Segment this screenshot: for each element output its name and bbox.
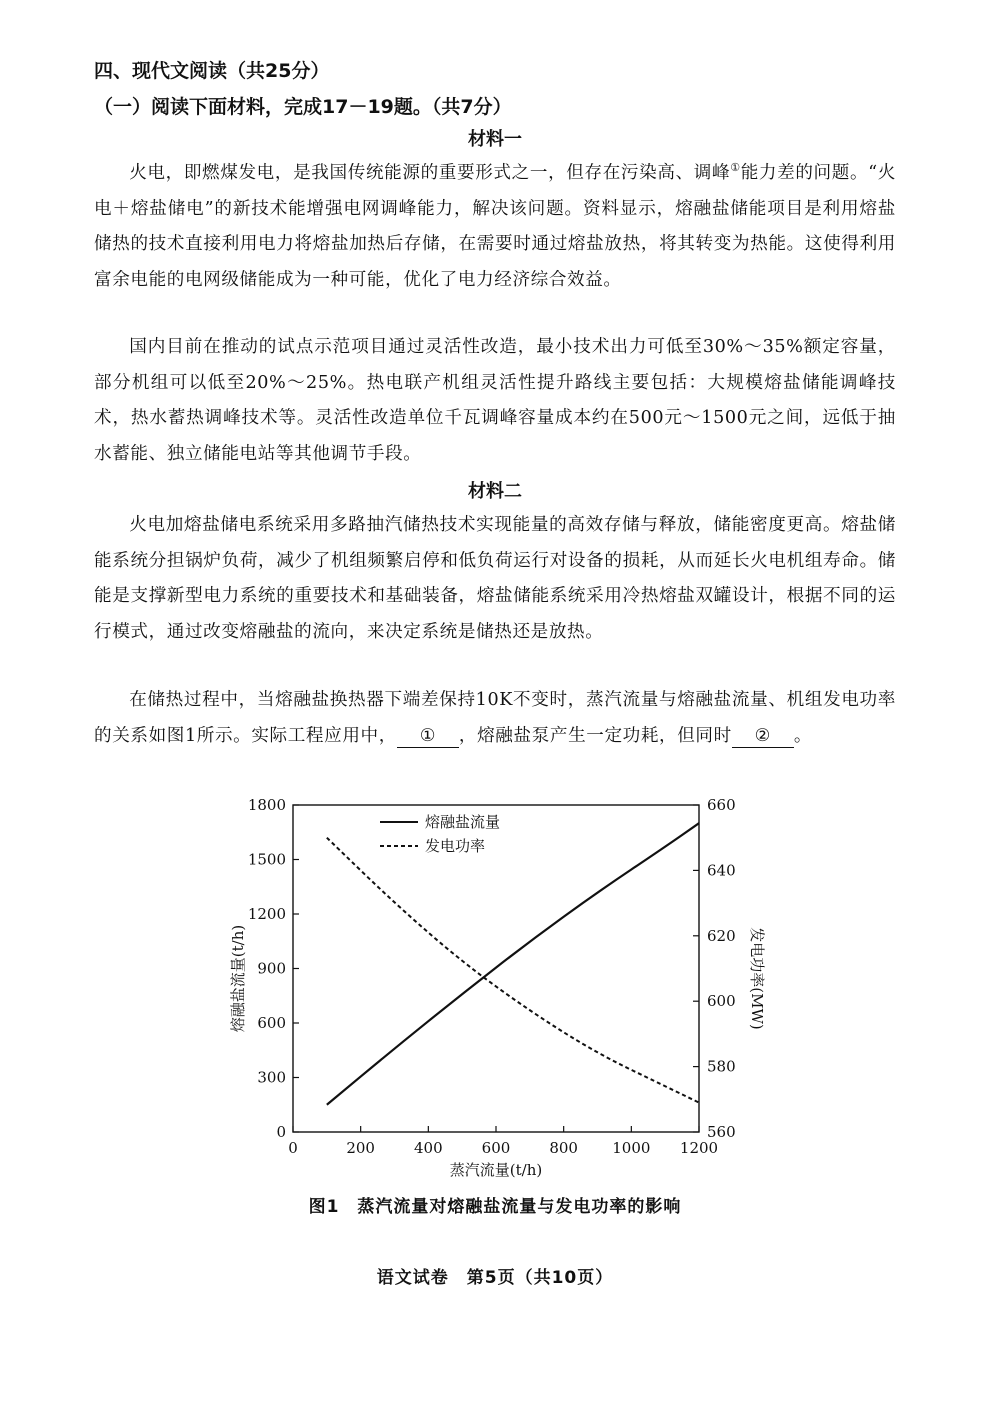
x-tick-label: 200: [346, 1139, 375, 1157]
series-line-molten-salt-flow: [327, 823, 699, 1105]
y-left-tick-label: 0: [276, 1123, 286, 1141]
material1-p1-text-b: 能力差的问题。“火电＋熔盐储电”的新技术能增强电网调峰能力，解决该问题。资料显示，熔融盐储能项目是利用熔盐储热的技术直接利用电力将熔盐加热后存储，在需要时通过熔盐放热，将其转变为热能。这使得利用富余电能的电网级储能成为一种可能，优化了电力经济综合效益。: [94, 163, 896, 290]
section-subtitle: （一）阅读下面材料，完成17－19题。（共7分）: [94, 96, 512, 118]
y-right-tick-label: 580: [707, 1057, 736, 1076]
x-tick-label: 800: [549, 1139, 578, 1157]
x-tick-label: 0: [288, 1139, 298, 1157]
x-tick-label: 1200: [679, 1139, 719, 1157]
material1-title: 材料一: [468, 129, 522, 150]
footnote-marker: ①: [730, 161, 741, 175]
material2-p2-text-b: ，熔融盐泵产生一定功耗，但同时: [458, 725, 732, 746]
material1-paragraph-1: [94, 156, 896, 298]
material2-p2-text-c: 。: [793, 725, 813, 746]
y-left-tick-label: 600: [257, 1014, 286, 1032]
y-left-tick-label: 900: [257, 959, 286, 978]
legend-label: 发电功率: [425, 837, 486, 855]
y-right-axis-label: 发电功率(MW): [748, 927, 766, 1030]
section-title: 四、现代文阅读（共25分）: [94, 60, 330, 82]
y-left-axis-label: 熔融盐流量(t/h): [229, 924, 247, 1033]
y-right-tick-label: 660: [707, 796, 736, 814]
x-axis-label: 蒸汽流量(t/h): [449, 1161, 543, 1179]
page-footer: 语文试卷 第5页（共10页）: [376, 1268, 614, 1288]
material1-p1-text-a: 火电，即燃煤发电，是我国传统能源的重要形式之一，但存在污染高、调峰: [129, 163, 731, 183]
figure-1-chart: [215, 790, 775, 1185]
chart-legend: [380, 813, 500, 855]
y-right-tick-label: 560: [707, 1123, 736, 1141]
y-left-tick-label: 1500: [247, 850, 286, 869]
x-tick-label: 600: [481, 1139, 511, 1157]
material2-p2-text-a: 在储热过程中，当熔融盐换热器下端差保持10K不变时，蒸汽流量与熔融盐流量、机组发电功率的关系如图1所示。实际工程应用中，: [94, 690, 896, 746]
fill-blank-2: ②: [732, 725, 794, 748]
material1-paragraph-2: 国内目前在推动的试点示范项目通过灵活性改造，最小技术出力可低至30%～35%额定容量，部分机组可以低至20%～25%。热电联产机组灵活性提升路线主要包括：大规模熔盐储能调峰技术，热水蓄热调峰技术等。灵活性改造单位千瓦调峰容量成本约在500元～1500元之间，远低于抽水蓄能、独立储能电站等其他调节手段。: [94, 337, 896, 464]
material2-title: 材料二: [468, 481, 522, 502]
x-tick-label: 400: [414, 1139, 443, 1157]
y-right-tick-label: 640: [707, 861, 736, 880]
y-left-tick-label: 300: [257, 1068, 286, 1087]
series-line-power: [327, 838, 699, 1103]
y-right-tick-label: 600: [707, 992, 736, 1011]
legend-label: 熔融盐流量: [425, 813, 501, 831]
material2-paragraph-1: 火电加熔盐储电系统采用多路抽汽储热技术实现能量的高效存储与释放，储能密度更高。熔盐储能系统分担锅炉负荷，减少了机组频繁启停和低负荷运行对设备的损耗，从而延长火电机组寿命。储能是支撑新型电力系统的重要技术和基础装备，熔盐储能系统采用冷热熔盐双罐设计，根据不同的运行模式，通过改变熔融盐的流向，来决定系统是储热还是放热。: [94, 515, 896, 642]
y-left-tick-label: 1800: [247, 796, 286, 814]
x-tick-label: 1000: [612, 1139, 651, 1157]
y-right-tick-label: 620: [707, 926, 736, 945]
material2-paragraph-2: [94, 683, 896, 754]
y-left-tick-label: 1200: [247, 905, 286, 923]
fill-blank-1: ①: [397, 725, 459, 748]
figure-caption: 图1 蒸汽流量对熔融盐流量与发电功率的影响: [308, 1197, 682, 1217]
chart-series: [327, 823, 699, 1105]
